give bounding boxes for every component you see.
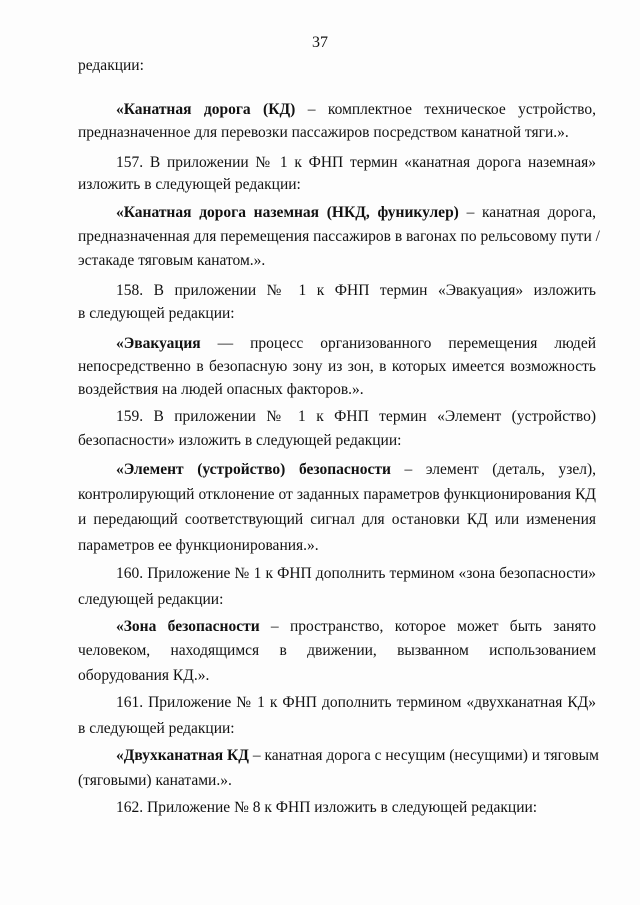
- definition-line: «Зона безопасности – пространство, которое может быть занято: [116, 618, 596, 635]
- paragraph-line: 160. Приложение № 1 к ФНП дополнить термином «зона безопасности»: [116, 565, 596, 582]
- definition-line: «Двухканатная КД – канатная дорога с несущим (несущими) и тяговым: [116, 747, 599, 764]
- definition-line: «Элемент (устройство) безопасности – элемент (деталь, узел),: [116, 461, 596, 478]
- text-line: и передающий соответствующий сигнал для остановки КД или изменения: [78, 511, 596, 528]
- text-line: непосредственно в безопасную зону из зон, в которых имеется возможность: [78, 358, 596, 375]
- paragraph-line: 161. Приложение № 1 к ФНП дополнить термином «двухканатная КД»: [116, 694, 596, 711]
- text-line: предназначенная для перемещения пассажиров в вагонах по рельсовому пути /: [78, 228, 600, 245]
- text-line: изложить в следующей редакции:: [78, 176, 301, 193]
- text-line: в следующей редакции:: [78, 305, 235, 322]
- text-line: эстакаде тяговым канатом.».: [78, 252, 266, 269]
- paragraph-line: 162. Приложение № 8 к ФНП изложить в следующей редакции:: [116, 799, 538, 816]
- text-line: предназначенное для перевозки пассажиров посредством канатной тяги.».: [78, 124, 569, 141]
- definition-line: «Эвакуация — процесс организованного перемещения людей: [116, 335, 596, 352]
- term-bold: «Зона безопасности: [116, 618, 260, 635]
- definition-line: «Канатная дорога (КД) – комплектное техническое устройство,: [116, 101, 596, 118]
- text-line: человеком, находящимся в движении, вызванном использованием: [78, 642, 596, 659]
- term-bold: «Канатная дорога (КД): [116, 101, 296, 118]
- definition-line: «Канатная дорога наземная (НКД, фуникулер) – канатная дорога,: [116, 204, 596, 221]
- text-line: оборудования КД.».: [78, 667, 210, 684]
- paragraph-line: 158. В приложении № 1 к ФНП термин «Эвакуация» изложить: [116, 282, 596, 299]
- text-line: (тяговыми) канатами.».: [78, 772, 232, 789]
- text-line: параметров ее функционирования.».: [78, 537, 319, 554]
- text-line: следующей редакции:: [78, 591, 224, 608]
- paragraph-line: 157. В приложении № 1 к ФНП термин «канатная дорога наземная»: [116, 154, 596, 171]
- term-bold: «Канатная дорога наземная (НКД, фуникулер): [116, 204, 459, 221]
- text-line: в следующей редакции:: [78, 720, 235, 737]
- page-number: 37: [312, 34, 328, 51]
- text-line: воздействия на людей опасных факторов.».: [78, 381, 364, 398]
- text-line: редакции:: [78, 57, 144, 74]
- text-line: контролирующий отклонение от заданных параметров функционирования КД: [78, 486, 596, 503]
- term-bold: «Двухканатная КД: [116, 747, 249, 764]
- paragraph-line: 159. В приложении № 1 к ФНП термин «Элемент (устройство): [116, 408, 596, 425]
- term-bold: «Элемент (устройство) безопасности: [116, 461, 391, 478]
- text-line: безопасности» изложить в следующей редакции:: [78, 432, 402, 449]
- term-bold: «Эвакуация: [116, 335, 201, 352]
